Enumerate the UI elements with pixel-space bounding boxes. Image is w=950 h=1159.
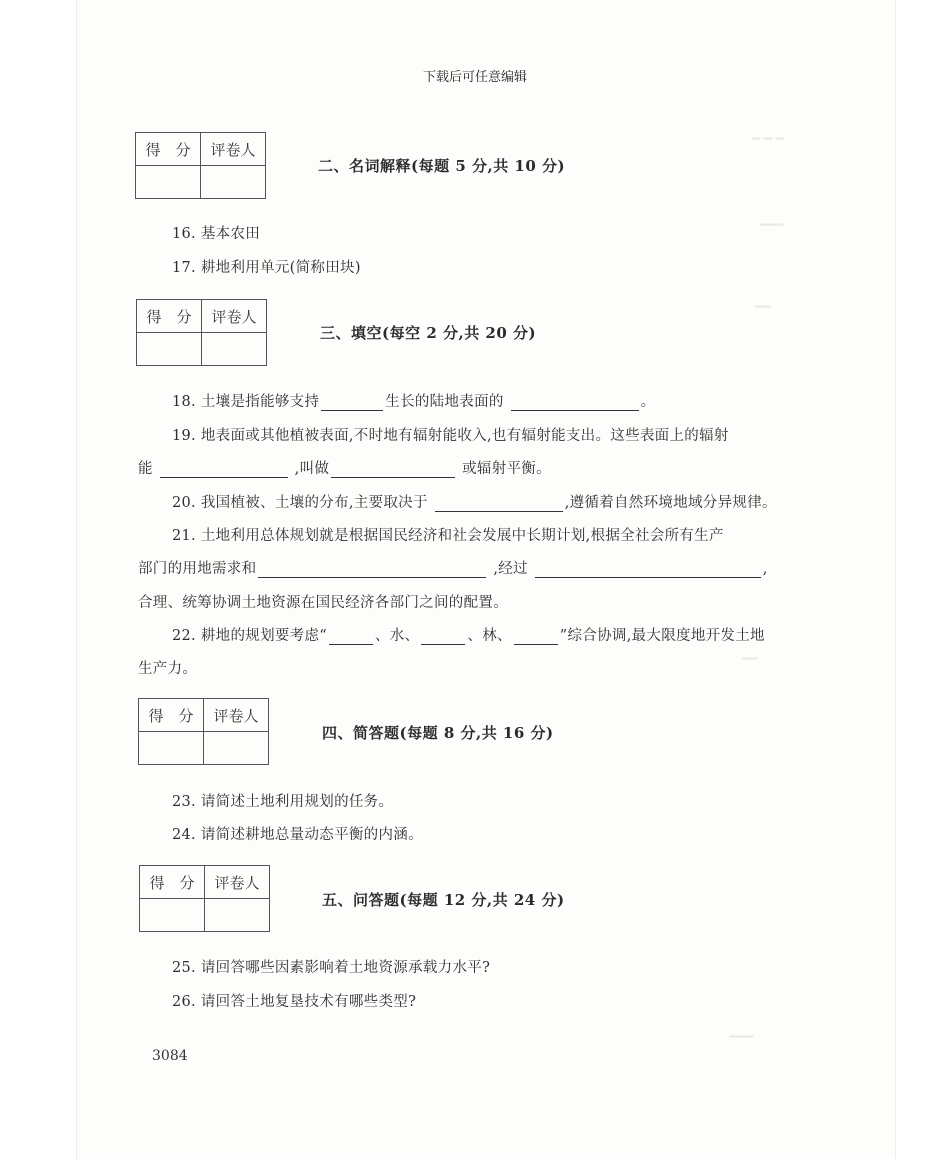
question-text: ,遵循着自然环境地域分异规律。 — [564, 495, 777, 511]
score-cell — [136, 166, 201, 199]
question-22-end: 生产力。 — [138, 661, 198, 677]
grader-label: 评卷人 — [202, 300, 267, 333]
question-16: 16. 基本农田 — [172, 226, 261, 242]
question-26: 26. 请回答土地复垦技术有哪些类型? — [172, 994, 417, 1010]
question-23: 23. 请简述土地利用规划的任务。 — [172, 794, 394, 810]
bleed-through-text: ━━ — [742, 652, 758, 667]
question-text: ”综合协调,最大限度地开发土地 — [559, 628, 765, 644]
grader-cell — [205, 899, 270, 932]
question-text: 部门的用地需求和 — [138, 561, 257, 577]
grader-cell — [204, 732, 269, 765]
section-title: 五、问答题(每题 12 分,共 24 分) — [322, 891, 565, 909]
question-text: 20. 我国植被、土壤的分布,主要取决于 — [172, 495, 428, 511]
score-cell — [137, 333, 202, 366]
question-text: 、林、 — [467, 628, 512, 644]
question-text: 能 — [138, 461, 153, 477]
answer-blank[interactable] — [258, 561, 486, 578]
page-header: 下载后可任意编辑 — [422, 70, 527, 85]
answer-blank[interactable] — [535, 561, 761, 578]
question-text: 生长的陆地表面的 — [385, 394, 504, 410]
question-text: 或辐射平衡。 — [462, 461, 551, 477]
answer-blank[interactable] — [329, 628, 373, 645]
page-code: 3084 — [152, 1048, 188, 1064]
score-box — [139, 865, 270, 932]
grader-cell — [201, 166, 266, 199]
bleed-through-text: ━━━ — [760, 218, 784, 233]
question-25: 25. 请回答哪些因素影响着土地资源承载力水平? — [172, 960, 491, 976]
answer-blank[interactable] — [160, 461, 288, 478]
question-text: ,经过 — [493, 561, 528, 577]
question-18 — [172, 390, 655, 411]
answer-blank[interactable] — [514, 628, 558, 645]
question-19: 19. 地表面或其他植被表面,不时地有辐射能收入,也有辐射能支出。这些表面上的辐射 — [172, 428, 729, 444]
question-text: 18. 土壤是指能够支持 — [172, 394, 320, 410]
score-label: 得 分 — [139, 699, 204, 732]
question-17: 17. 耕地利用单元(简称田块) — [172, 260, 361, 276]
score-box — [136, 299, 267, 366]
question-text: 。 — [640, 394, 656, 410]
grader-label: 评卷人 — [201, 133, 266, 166]
section-title: 四、简答题(每题 8 分,共 16 分) — [322, 724, 554, 742]
answer-blank[interactable] — [321, 394, 383, 411]
bleed-through-text: ━━ — [755, 300, 771, 315]
score-box — [135, 132, 266, 199]
question-text: 、水、 — [374, 628, 420, 644]
question-22 — [172, 624, 765, 645]
section-title: 二、名词解释(每题 5 分,共 10 分) — [318, 157, 566, 175]
question-text: 22. 耕地的规划要考虑“ — [172, 628, 327, 644]
score-cell — [139, 732, 204, 765]
score-label: 得 分 — [137, 300, 202, 333]
question-21-end: 合理、统筹协调土地资源在国民经济各部门之间的配置。 — [138, 595, 508, 611]
score-box — [138, 698, 269, 765]
answer-blank[interactable] — [331, 461, 455, 478]
grader-cell — [202, 333, 267, 366]
question-21: 21. 土地利用总体规划就是根据国民经济和社会发展中长期计划,根据全社会所有生产 — [172, 528, 724, 544]
question-text: ,叫做 — [294, 461, 330, 477]
bleed-through-text: ━━━ — [730, 1030, 754, 1045]
section-title: 三、填空(每空 2 分,共 20 分) — [320, 324, 537, 342]
grader-label: 评卷人 — [205, 866, 270, 899]
answer-blank[interactable] — [421, 628, 465, 645]
question-21-cont — [138, 557, 768, 578]
score-label: 得 分 — [140, 866, 205, 899]
bleed-through-text: ━ ━ ━ — [752, 132, 784, 147]
answer-blank[interactable] — [435, 495, 563, 512]
question-text: , — [762, 561, 768, 577]
grader-label: 评卷人 — [204, 699, 269, 732]
question-20 — [172, 491, 777, 512]
question-24: 24. 请简述耕地总量动态平衡的内涵。 — [172, 827, 423, 843]
score-label: 得 分 — [136, 133, 201, 166]
score-cell — [140, 899, 205, 932]
question-19-cont — [138, 457, 551, 478]
answer-blank[interactable] — [511, 394, 639, 411]
